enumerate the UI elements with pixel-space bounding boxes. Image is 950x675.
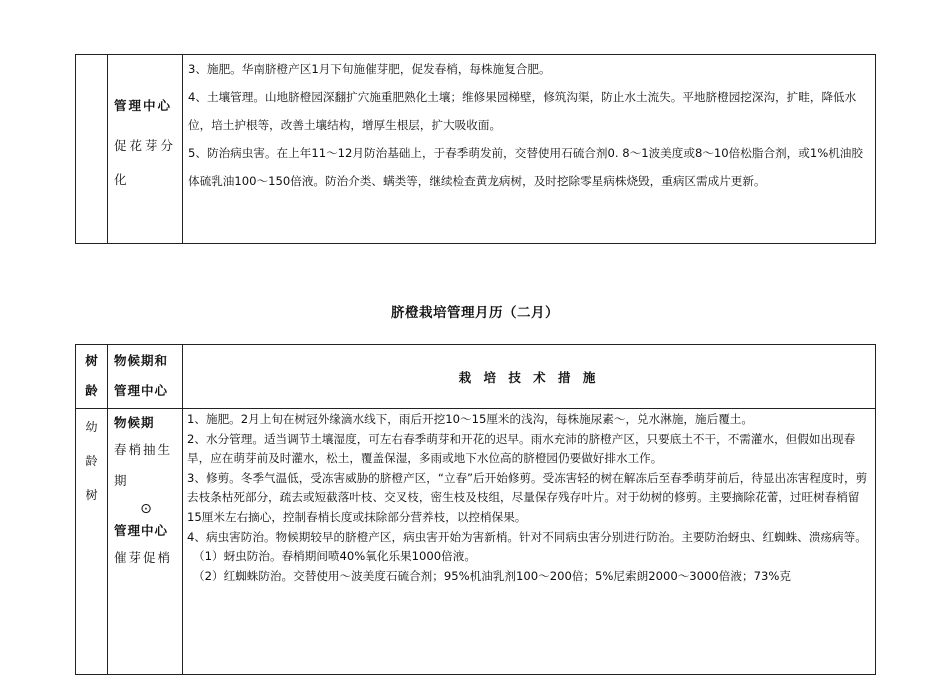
management-center-value: 催芽促梢	[114, 550, 173, 565]
management-center-label: 管理中心	[114, 98, 173, 113]
age-cell-empty	[76, 55, 108, 244]
measures-cell	[183, 55, 876, 244]
measure-subitem: （2）红蜘蛛防治。交替使用～波美度石硫合剂；95%机油乳剂100～200倍；5%尼索朗2000～3000倍液；73%克	[193, 568, 791, 583]
header-stage-line2: 管理中心	[114, 383, 169, 398]
measure-item: 2、水分管理。适当调节土壤湿度，可左右春季萌芽和开花的迟早。雨水充沛的脐橙产区，只要底土不干，不需灌水，但假如出现春旱，应在萌芽前及时灌水，松土，覆盖保湿，多雨或地下水位高的脐橙园仍要做好排水工作。	[187, 431, 856, 466]
table-row	[76, 55, 876, 244]
header-stage-line1: 物候期和	[114, 353, 169, 368]
february-table	[75, 344, 876, 675]
measure-item: 4、土壤管理。山地脐橙园深翻扩穴施重肥熟化土壤；维修果园梯壁，修筑沟渠，防止水土流失。平地脐橙园挖深沟，扩畦，降低水位，培土护根等，改善土壤结构，增厚生根层，扩大吸收面。	[188, 90, 857, 132]
phenology-value: 春梢抽生期	[114, 442, 173, 488]
page-title: 脐橙栽培管理月历（二月）	[391, 305, 559, 321]
header-tree-age	[76, 345, 108, 409]
table-row	[76, 409, 876, 675]
management-center-label: 管理中心	[114, 523, 169, 538]
measure-item: 1、施肥。2月上旬在树冠外缘滴水线下，雨后开挖10～15厘米的浅沟，每株施尿素～，兑水淋施，施后覆土。	[187, 412, 753, 426]
header-measures: 栽 培 技 术 措 施	[183, 345, 876, 409]
measures-cell	[183, 409, 876, 675]
header-age-line2: 龄	[85, 383, 98, 398]
management-center-value: 促花芽分化	[114, 138, 177, 187]
tree-age-cell	[76, 409, 108, 675]
measure-item: 3、施肥。华南脐橙产区1月下旬施催芽肥，促发春梢，每株施复合肥。	[188, 62, 551, 76]
measure-item: 3、修剪。冬季气温低，受冻害威胁的脐橙产区，“立春”后开始修剪。受冻害轻的树在解冻后至春季萌芽前后，待显出冻害程度时，剪去枝条枯死部分，疏去或短截落叶枝、交叉枝，密生枝及枝组，尽量保存残存叶片。对于幼树的修剪。主要摘除花蕾，过旺树春梢留15厘米左右摘心，控制春梢长度或抹除部分营养枝，以控梢保果。	[187, 470, 868, 524]
circle-dot-icon: ⊙	[140, 501, 152, 517]
measure-item: 4、病虫害防治。物候期较早的脐橙产区，病虫害开始为害新梢。针对不同病虫害分别进行防治。主要防治蚜虫、红蜘蛛、溃疡病等。	[187, 529, 867, 544]
january-table-continuation	[75, 54, 876, 244]
measure-item: 5、防治病虫害。在上年11～12月防治基础上，于春季萌发前，交替使用石硫合剂0. 8～1波美度或8～10倍松脂合剂，或1%机油胶体硫乳油100～150倍液。防治介类、螨类等，继续检查黄龙病树，及时挖除零星病株烧毁，重病区需成片更新。	[188, 146, 863, 188]
header-stage	[108, 345, 183, 409]
stage-cell	[108, 409, 183, 675]
header-age-line1: 树	[85, 353, 98, 368]
table-header-row	[76, 345, 876, 409]
measure-subitem: （1）蚜虫防治。春梢期间喷40%氧化乐果1000倍液。	[193, 549, 476, 564]
stage-cell	[108, 55, 183, 244]
age-char: 树	[85, 488, 98, 502]
age-char: 幼	[85, 420, 98, 434]
age-char: 龄	[85, 454, 98, 468]
phenology-label: 物候期	[114, 415, 155, 430]
